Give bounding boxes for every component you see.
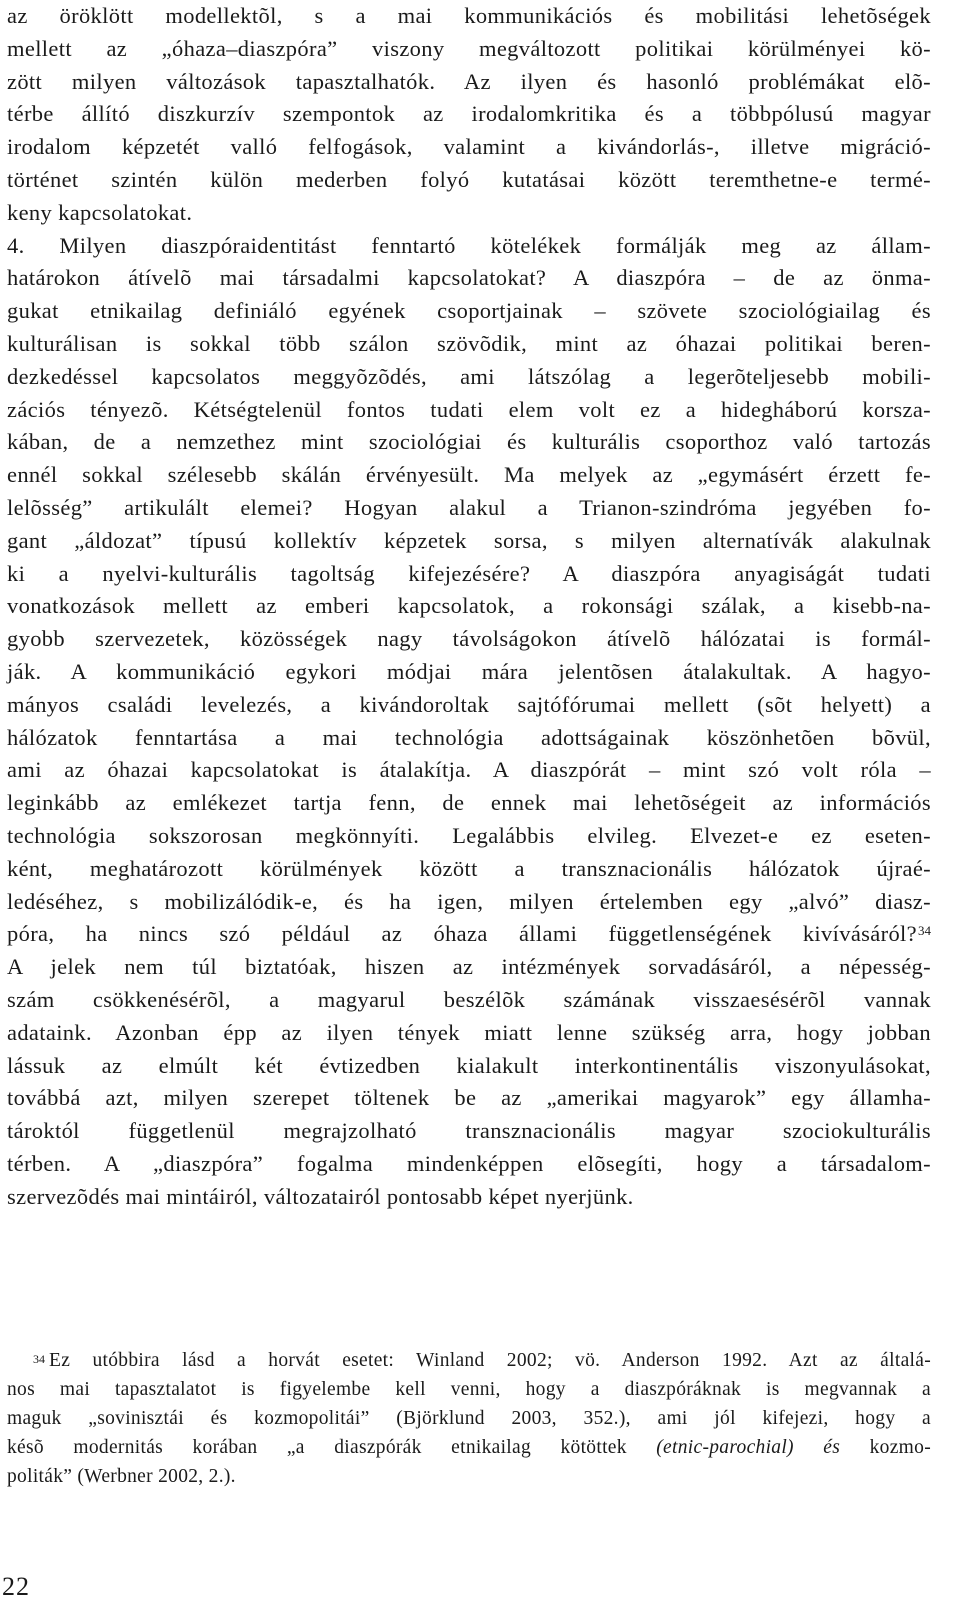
text-line: zációs tényezõ. Kétségtelenül fontos tudati elem volt ez a hidegháború korsza- — [7, 396, 931, 422]
footnote-line — [7, 1433, 931, 1462]
text-line: szám csökkenésérõl, a magyarul beszélõk számának visszaesésérõl vannak — [7, 986, 931, 1012]
text-line: történet szintén külön mederben folyó kutatásai között teremthetne-e termé- — [7, 166, 931, 192]
footnote-line — [7, 1346, 931, 1375]
text-line: adataink. Azonban épp az ilyen tények miatt lenne szükség arra, hogy jobban — [7, 1019, 931, 1045]
text-line: ki a nyelvi-kulturális tagoltság kifejezésére? A diaszpóra anyagiságát tudati — [7, 560, 931, 586]
footnote-line: nos mai tapasztalatot is figyelembe kell venni, hogy a diaszpóráknak is megvannak a — [7, 1379, 931, 1400]
text-line: az öröklött modellektõl, s a mai kommunikációs és mobilitási lehetõségek — [7, 3, 931, 28]
text-line: ennél sokkal szélesebb skálán érvényesült. Ma melyek az „egymásért érzett fe- — [7, 462, 931, 488]
page-number: 22 — [2, 1572, 30, 1601]
text-line: térben. A „diaszpóra” fogalma mindenképpen elõsegíti, hogy a társadalom- — [7, 1150, 931, 1176]
text-line: irodalom képzetét valló felfogások, valamint a kivándorlás-, illetve migráció- — [7, 134, 931, 160]
text-line: ják. A kommunikáció egykori módjai mára jelentõsen átalakultak. A hagyo- — [7, 658, 931, 684]
text-line: leginkább az emlékezet tartja fenn, de ennek mai lehetõségeit az információs — [7, 790, 931, 816]
footnote-reference[interactable]: 34 — [918, 923, 931, 939]
text-line: keny kapcsolatokat. — [7, 199, 193, 225]
text-line: tároktól függetlenül megrajzolható transznacionális magyar szociokulturális — [7, 1118, 931, 1144]
text-line-with-footnote — [7, 918, 931, 951]
footnote-line: politák” (Werbner 2002, 2.). — [7, 1466, 236, 1487]
text-line: ként, meghatározott körülmények között a transznacionális hálózatok újraé- — [7, 855, 931, 881]
text-line: mellett az „óhaza–diaszpóra” viszony megváltozott politikai körülményei kö- — [7, 35, 931, 61]
body-text — [7, 0, 931, 1213]
text-line: kulturálisan is sokkal több szálon szövõdik, mint az óhazai politikai beren- — [7, 330, 931, 356]
text-line: A jelek nem túl biztatóak, hiszen az intézmények sorvadásáról, a népesség- — [7, 954, 931, 980]
text-line: kában, de a nemzethez mint szociológiai és kulturális csoporthoz való tartozás — [7, 429, 931, 455]
footnote-section — [7, 1346, 931, 1491]
text-line: továbbá azt, milyen szerepet töltenek be az „amerikai magyarok” egy államha- — [7, 1085, 931, 1111]
footnote-italic-phrase: (etnic-parochial) és — [656, 1437, 841, 1458]
text-line: határokon átívelõ mai társadalmi kapcsolatokat? A diaszpóra – de az önma- — [7, 265, 931, 291]
text-line: póra, ha nincs szó például az óhaza állami függetlenségének kivívásáról? — [7, 921, 917, 947]
footnote-marker: 34 — [33, 1352, 45, 1366]
footnote-text: Ez utóbbira lásd a horvát esetet: Winland 2002; vö. Anderson 1992. Azt az általá- — [49, 1350, 931, 1371]
text-line: mányos családi levelezés, a kivándoroltak sajtófórumai mellett (sõt helyett) a — [7, 691, 931, 717]
text-line: ledéséhez, s mobilizálódik-e, és ha igen, milyen értelemben egy „alvó” diasz- — [7, 888, 931, 914]
footnote-line: maguk „sovinisztái és kozmopolitái” (Björklund 2003, 352.), ami jól kifejezi, hogy a — [7, 1408, 931, 1429]
text-line: dezkedéssel kapcsolatos meggyõzõdés, ami látszólag a legerõteljesebb mobili- — [7, 363, 931, 389]
text-line: zött milyen változások tapasztalhatók. Az ilyen és hasonló problémákat elõ- — [7, 68, 931, 94]
footnote-text: késõ modernitás korában „a diaszpórák etnikailag kötöttek — [7, 1437, 627, 1458]
text-line: szervezõdés mai mintáiról, változatairól pontosabb képet nyerjünk. — [7, 1183, 634, 1209]
text-line: lássuk az elmúlt két évtizedben kialakult interkontinentális viszonyulásokat, — [7, 1052, 931, 1078]
text-line: vonatkozások mellett az emberi kapcsolatok, a rokonsági szálak, a kisebb-na- — [7, 593, 931, 619]
text-line: gyobb szervezetek, közösségek nagy távolságokon átívelõ hálózatai is formál- — [7, 626, 931, 652]
text-line: gukat etnikailag definiáló egyének csoportjainak – szövete szociológiailag és — [7, 298, 931, 324]
text-line: 4. Milyen diaszpóraidentitást fenntartó kötelékek formálják meg az állam- — [7, 232, 931, 258]
text-line: lelõsség” artikulált elemei? Hogyan alakul a Trianon-szindróma jegyében fo- — [7, 494, 931, 520]
text-line: technológia sokszorosan megkönnyíti. Legalábbis elvileg. Elvezet-e ez eseten- — [7, 822, 931, 848]
text-line: ami az óhazai kapcsolatokat is átalakítja. A diaszpórát – mint szó volt róla – — [7, 757, 931, 783]
text-line: térbe állító diszkurzív szempontok az irodalomkritika és a többpólusú magyar — [7, 101, 931, 127]
footnote-text: kozmo- — [869, 1437, 931, 1458]
text-line: gant „áldozat” típusú kollektív képzetek sorsa, s milyen alternatívák alakulnak — [7, 527, 931, 553]
text-line: hálózatok fenntartása a mai technológia adottságainak köszönhetõen bõvül, — [7, 724, 931, 750]
